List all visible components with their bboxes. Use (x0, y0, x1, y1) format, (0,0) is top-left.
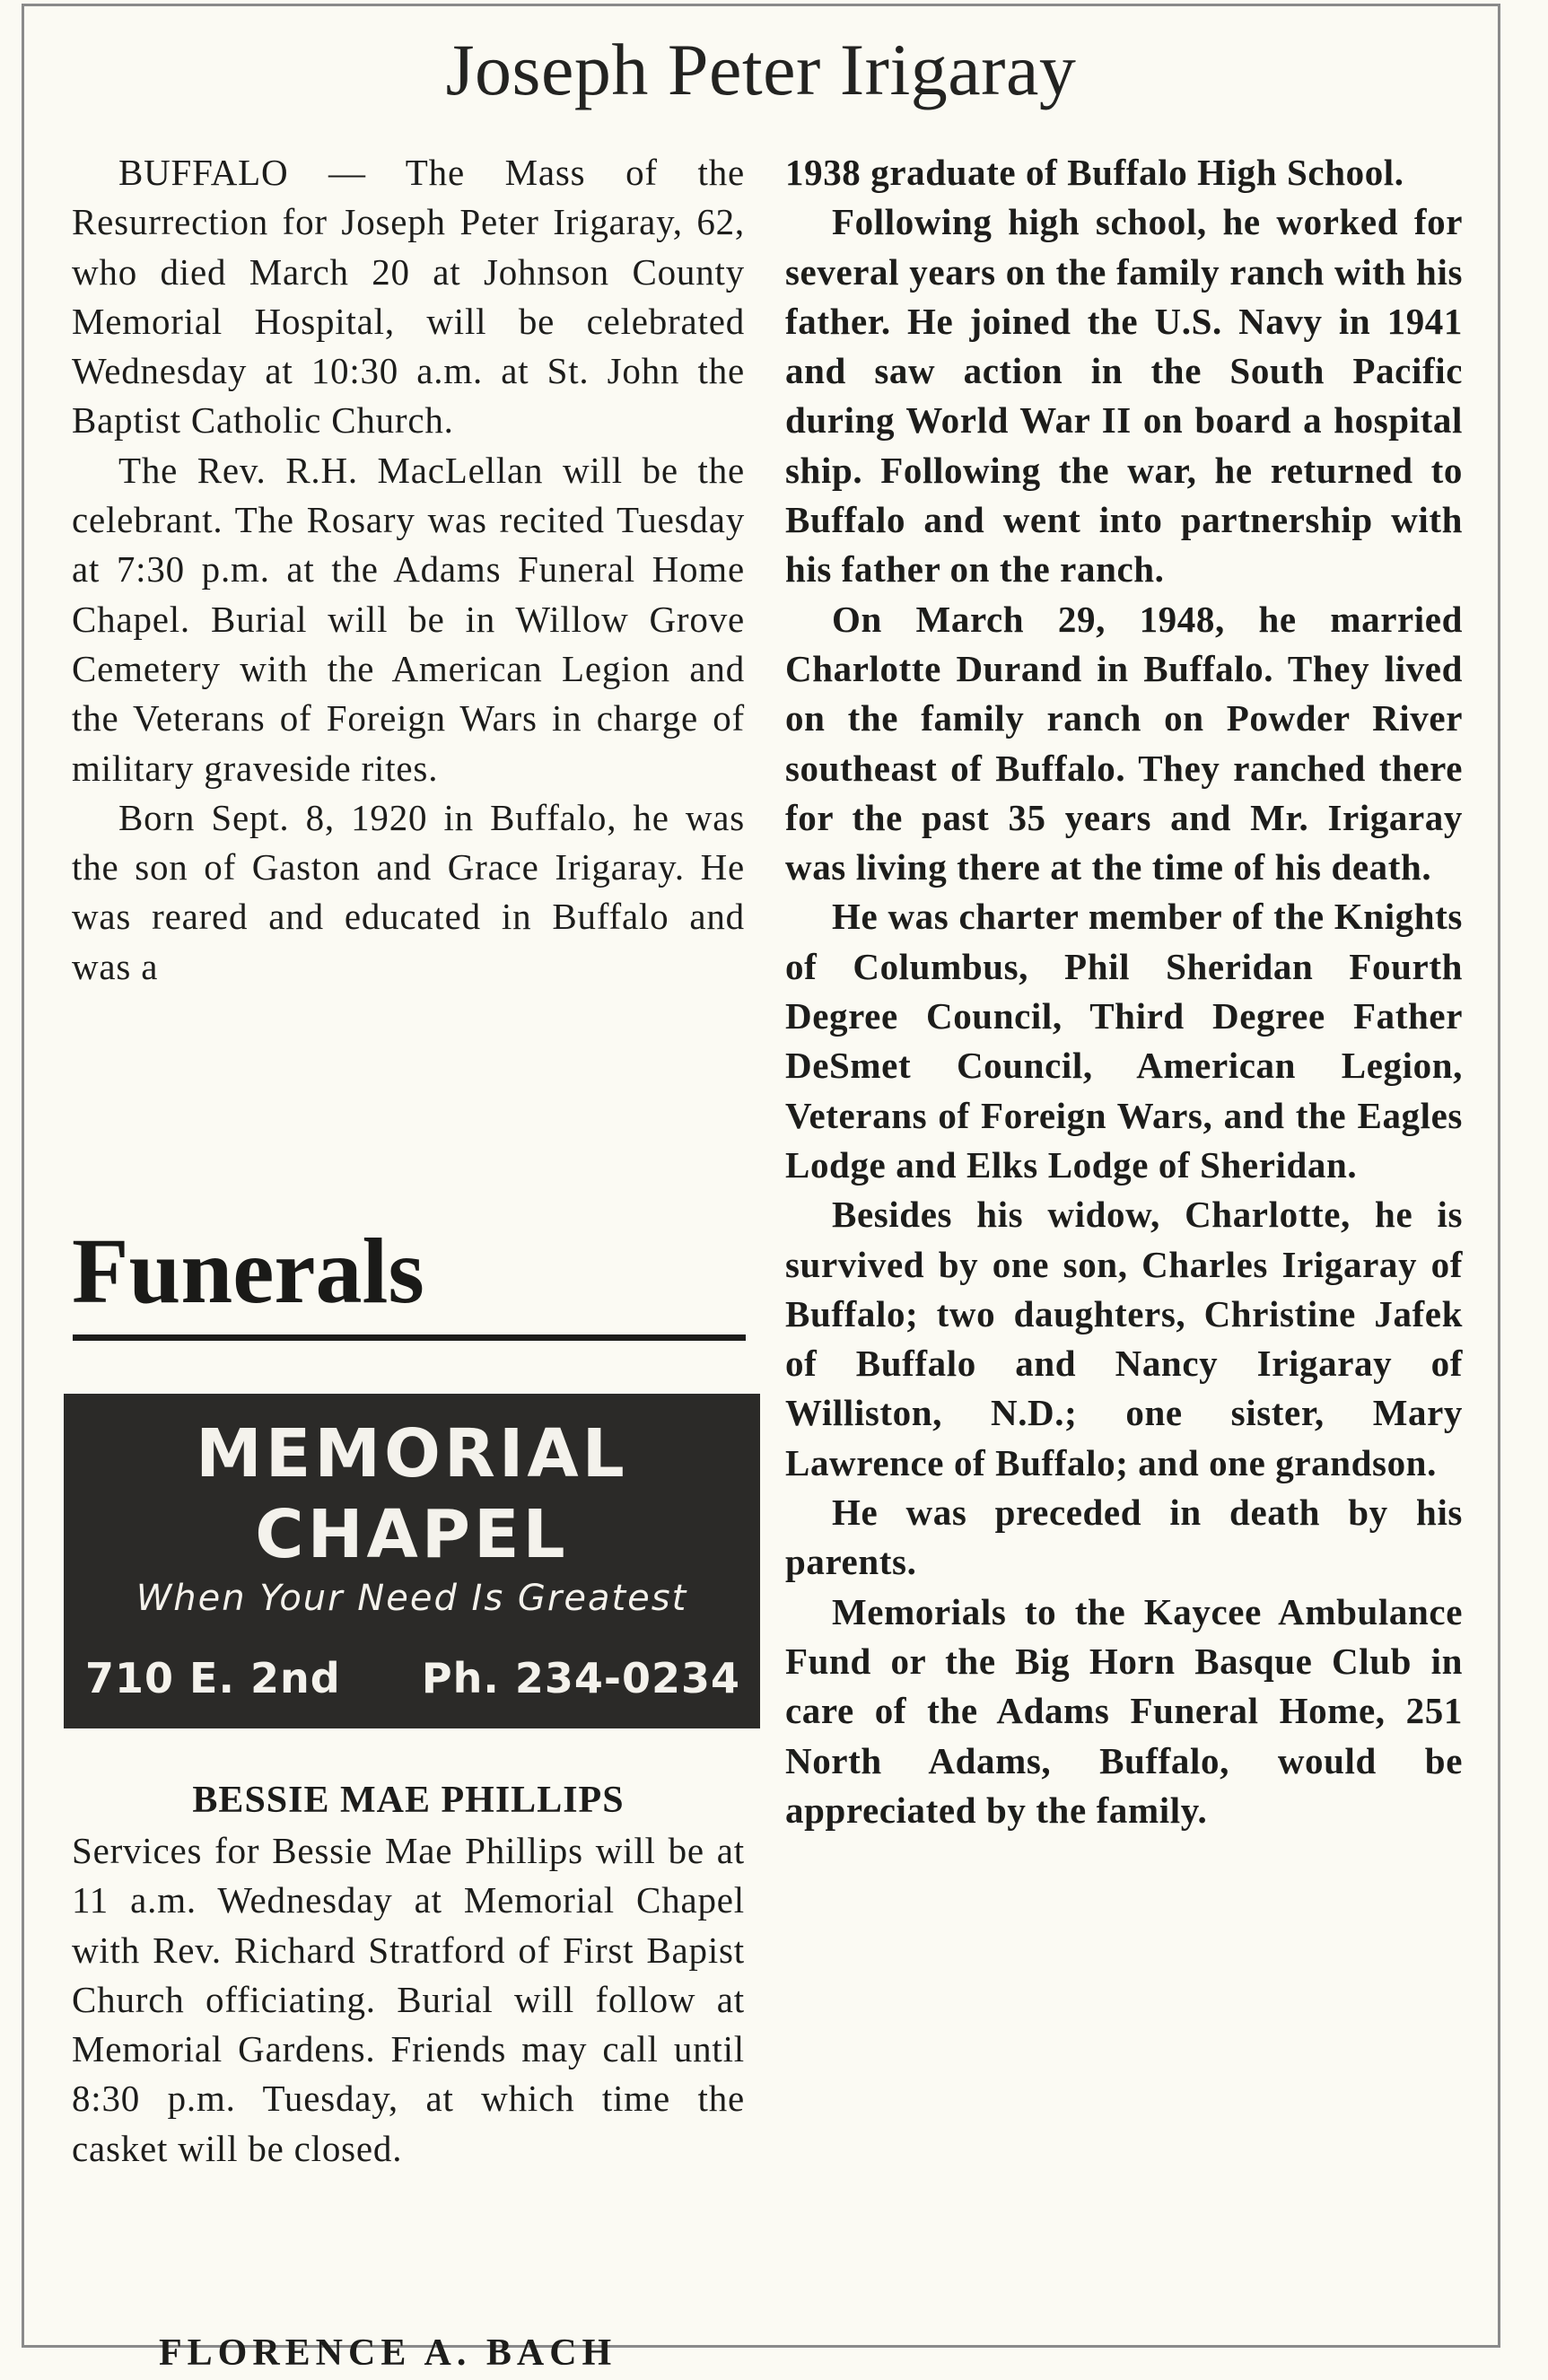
ad-name-line2: CHAPEL (255, 1496, 569, 1573)
ad-business-name (64, 1413, 760, 1575)
memorial-chapel-ad (64, 1394, 760, 1728)
next-notice-title-cutoff: FLORENCE A. BACH (159, 2332, 617, 2374)
obituary-paragraph: He was preceded in death by his parents. (785, 1492, 1463, 1583)
ad-address: 710 E. 2nd (85, 1654, 341, 1702)
obituary-right-column (785, 148, 1463, 1835)
obituary-paragraph: Born Sept. 8, 1920 in Buffalo, he was the son of Gaston and Grace Irigaray. He was reared and educated in Buffalo and was a (72, 796, 745, 987)
funeral-notice-title: BESSIE MAE PHILLIPS (192, 1780, 625, 1821)
newspaper-clipping (22, 4, 1500, 2374)
ad-name-line1: MEMORIAL (196, 1415, 628, 1492)
obituary-paragraph: BUFFALO — The Mass of the Resurrection for Joseph Peter Irigaray, 62, who died March 20 at Johnson County Memorial Hospital, will be celebrated Wednesday at 10:30 a.m. at St. John the Baptist Catholic Church. (72, 152, 745, 442)
funeral-notice-body: Services for Bessie Mae Phillips will be at 11 a.m. Wednesday at Memorial Chapel with Rev. Richard Stratford of First Bapist Church officiating. Burial will follow at Memorial Gardens. Friends may call until 8:30 p.m. Tuesday, at which time the casket will be closed. (72, 1830, 745, 2169)
obituary-paragraph: Following high school, he worked for several years on the family ranch with his father. He joined the U.S. Navy in 1941 and saw action in the South Pacific during World War II on board a hospital ship. Following the war, he returned to Buffalo and went into partnership with his father on the ranch. (785, 201, 1463, 591)
ad-tagline: When Your Need Is Greatest (136, 1578, 688, 1619)
obituary-left-column (72, 148, 745, 992)
obituary-paragraph: Besides his widow, Charlotte, he is survived by one son, Charles Irigaray of Buffalo; two daughters, Christine Jafek of Buffalo and Nancy Irigaray of Williston, N.D.; one sister, Mary Lawrence of Buffalo; and one grandson. (785, 1194, 1463, 1483)
obituary-paragraph: Memorials to the Kaycee Ambulance Fund or the Big Horn Basque Club in care of the Adams Funeral Home, 251 North Adams, Buffalo, would be appreciated by the family. (785, 1590, 1463, 1831)
funerals-section-title: Funerals (72, 1220, 424, 1323)
section-divider (73, 1334, 746, 1341)
obituary-headline: Joseph Peter Irigaray (445, 29, 1077, 110)
ad-phone: Ph. 234-0234 (421, 1654, 740, 1702)
obituary-paragraph: On March 29, 1948, he married Charlotte Durand in Buffalo. They lived on the family ranch on Powder River southeast of Buffalo. They ranched there for the past 35 years and Mr. Irigaray was living there at the time of his death. (785, 598, 1463, 888)
obituary-paragraph: 1938 graduate of Buffalo High School. (785, 152, 1404, 193)
obituary-paragraph: The Rev. R.H. MacLellan will be the celebrant. The Rosary was recited Tuesday at 7:30 p.m. at the Adams Funeral Home Chapel. Burial will be in Willow Grove Cemetery with the American Legion and the Veterans of Foreign Wars in charge of military graveside rites. (72, 449, 745, 789)
obituary-paragraph: He was charter member of the Knights of Columbus, Phil Sheridan Fourth Degree Council, Third Degree Father DeSmet Council, American Legion, Veterans of Foreign Wars, and the Eagles Lodge and Elks Lodge of Sheridan. (785, 896, 1463, 1186)
